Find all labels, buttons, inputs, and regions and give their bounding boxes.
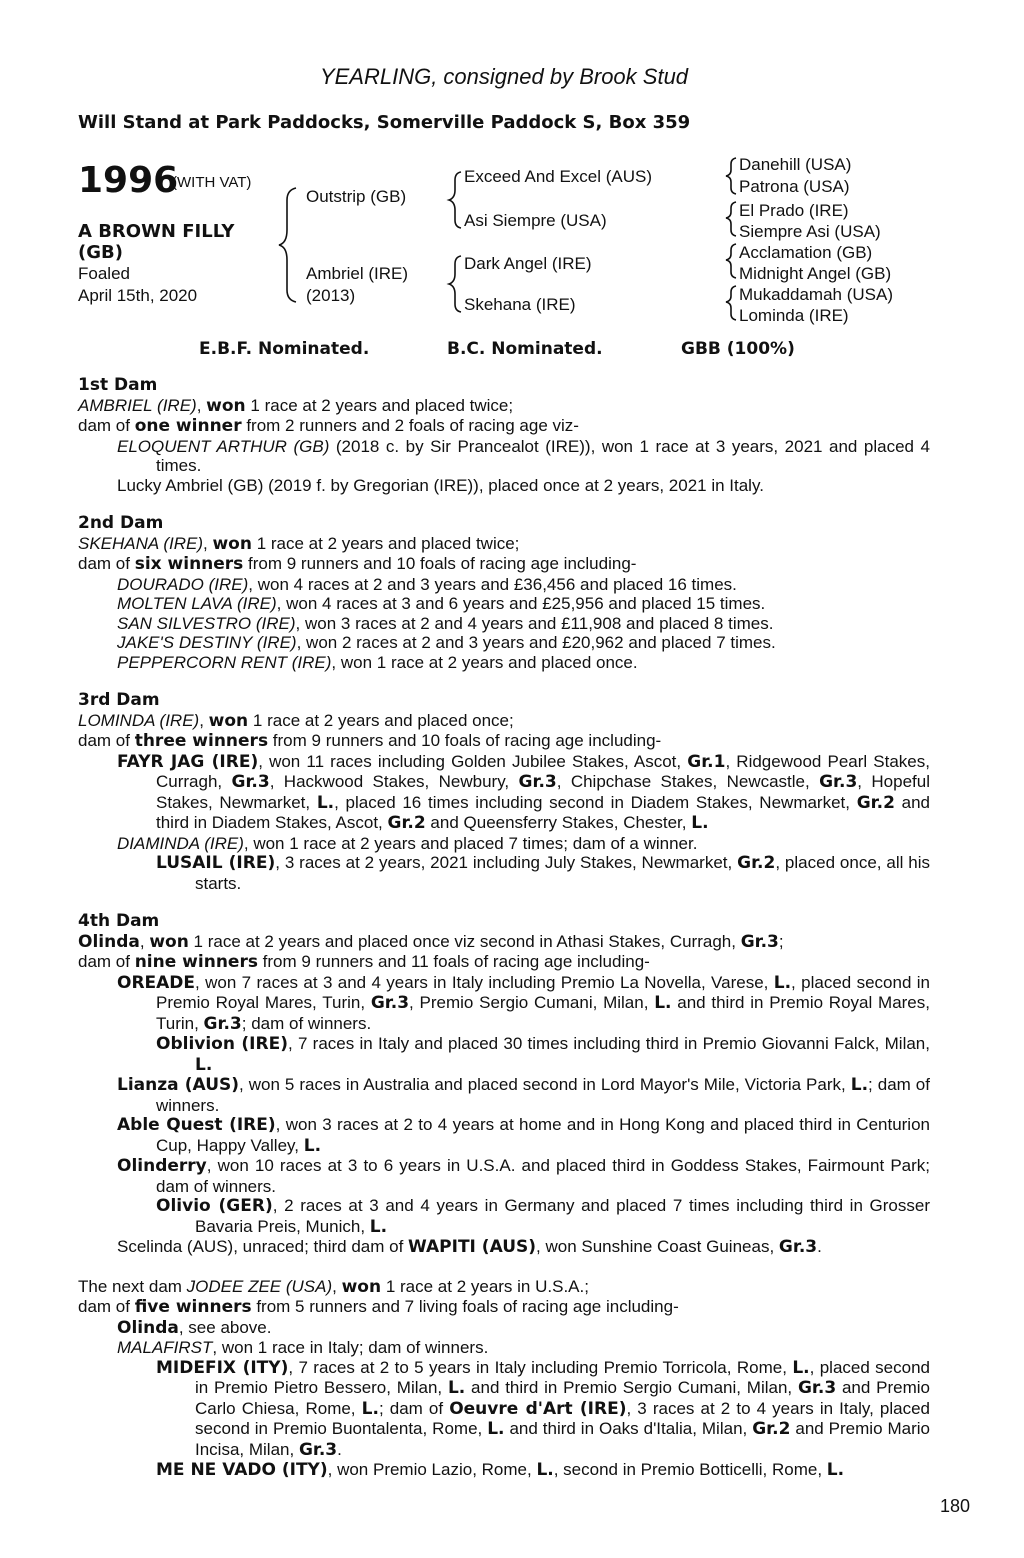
horse-name: ELOQUENT ARTHUR (GB) (117, 436, 330, 456)
horse-name: DOURADO (IRE) (117, 574, 249, 594)
horse-name: Oblivion (IRE) (156, 1034, 288, 1054)
grade: Gr.3 (298, 1439, 338, 1460)
winners-count: nine winners (134, 952, 258, 972)
text: ; dam of winners. (156, 1075, 930, 1115)
pedigree-gen3-5: Acclamation (GB) (739, 243, 873, 262)
text: 1 race at 2 years in U.S.A.; (381, 1276, 589, 1296)
text: , won 3 races at 2 and 4 years and £11,908 and placed 8 times. (295, 613, 774, 633)
text: dam of (78, 554, 135, 573)
grade: L. (536, 1460, 554, 1480)
pedigree-gen3-4: Siempre Asi (USA) (739, 222, 881, 241)
pedigree-sire: Outstrip (GB) (306, 187, 407, 206)
horse-name: Olinderry (117, 1156, 207, 1176)
grade: Gr.3 (778, 1237, 818, 1257)
text: , won 1 race at 2 years and placed once. (331, 652, 638, 672)
horse-name: ME NE VADO (ITY) (156, 1460, 328, 1480)
horse-name: SAN SILVESTRO (IRE) (117, 613, 296, 633)
text: , Premio Sergio Cumani, Milan, (409, 993, 655, 1012)
text: , placed once, all his starts. (195, 853, 930, 893)
text: , placed second in Premio Pietro Bessero, Milan, (195, 1357, 930, 1397)
grade: L. (195, 1054, 213, 1075)
produce-summary (78, 1297, 930, 1318)
produce-entry (78, 1460, 930, 1481)
text: , placed 16 times including second in Diadem Stakes, Newmarket, (334, 792, 857, 812)
pedigree-dam: Ambriel (IRE) (306, 264, 409, 283)
text: dam of (78, 952, 135, 971)
horse-name: FAYR JAG (IRE) (117, 751, 259, 772)
grade: Gr.3 (819, 772, 858, 792)
produce-entry (78, 1075, 930, 1115)
text: Lucky Ambriel (GB) (2019 f. by Gregorian (IRE)), placed once at 2 years, 2021 in Italy. (117, 475, 764, 495)
text: , second in Premio Botticelli, Rome, (553, 1460, 827, 1479)
produce-entry (78, 752, 930, 834)
page-number: 180 (939, 1496, 970, 1516)
brace-gen3-4 (726, 286, 736, 320)
text: , Hopeful Stakes, Newmarket, (156, 772, 930, 812)
pedigree-gen3-1: Danehill (USA) (739, 155, 852, 174)
text: ; (778, 931, 784, 951)
text: , see above. (178, 1317, 272, 1337)
grade: Gr.3 (518, 772, 557, 792)
lot-number: 1996 (78, 160, 179, 201)
horse-name: OREADE (117, 972, 196, 993)
brace-gen2-sire (449, 172, 461, 228)
text: , won 4 races at 3 and 6 years and £25,956 and placed 15 times. (276, 594, 766, 613)
grade: L. (369, 1216, 388, 1237)
grade: L. (826, 1460, 845, 1480)
produce-entry (78, 633, 930, 653)
text: , 7 races at 2 to 5 years in Italy including Premio Torricola, Rome, (288, 1357, 793, 1377)
grade: Gr.1 (687, 751, 726, 772)
brace-gen3-3 (726, 244, 736, 278)
text: , won 2 races at 2 and 3 years and £20,962 and placed 7 times. (296, 633, 776, 652)
brace-gen2-dam (449, 256, 461, 312)
pedigree-gen2-1: Exceed And Excel (AUS) (464, 167, 653, 186)
text: . (337, 1439, 342, 1459)
pedigree-gen3-2: Patrona (USA) (739, 177, 850, 196)
text: ; dam of winners. (241, 1013, 372, 1033)
grade: L. (447, 1378, 466, 1398)
produce-entry (78, 1156, 930, 1196)
produce-entry (78, 476, 930, 496)
text: dam of (78, 1297, 135, 1316)
text: 1 race at 2 years and placed twice; (245, 395, 514, 415)
text: from 9 runners and 10 foals of racing age including- (243, 554, 637, 573)
horse-name: MOLTEN LAVA (IRE) (117, 594, 277, 613)
text: , 3 races at 2 years, 2021 including July Stakes, Newmarket, (275, 853, 738, 872)
dam-line (78, 711, 930, 732)
text: , won 7 races at 3 and 4 years in Italy including Premio La Novella, Varese, (195, 972, 774, 992)
pedigree-gen3-7: Mukaddamah (USA) (739, 285, 894, 304)
produce-summary (78, 731, 930, 752)
pedigree-gen2-2: Asi Siempre (USA) (464, 211, 607, 230)
grade: Gr.2 (856, 792, 895, 813)
text: , won 3 races at 2 to 4 years at home and in Hong Kong and placed third in Centurion Cup, Happy Valley, (156, 1115, 930, 1155)
horse-name: Olinda (117, 1317, 179, 1338)
text: , won 10 races at 3 to 6 years in U.S.A. and placed third in Goddess Stakes, Fairmount Park; dam of winners. (156, 1156, 930, 1196)
dam-line (78, 932, 930, 953)
text: from 5 runners and 7 living foals of racing age including- (251, 1297, 679, 1316)
produce-entry (78, 1358, 930, 1461)
text: and third in Premio Royal Mares, Turin, (156, 993, 930, 1033)
produce-entry (78, 1237, 930, 1258)
section-heading: 1st Dam (78, 375, 158, 395)
grade: L. (487, 1419, 505, 1439)
horse-name: Olivio (GER) (156, 1196, 273, 1216)
dam-line (78, 396, 930, 417)
won-label: won (149, 931, 189, 952)
vat-label: (WITH VAT) (172, 174, 252, 191)
produce-summary (78, 416, 930, 437)
horse-name: Lianza (AUS) (117, 1075, 240, 1095)
horse-name: DIAMINDA (IRE) (117, 833, 244, 853)
second-dam-section (78, 514, 930, 672)
produce-entry (78, 1338, 930, 1358)
won-label: won (212, 533, 252, 554)
produce-entry (78, 614, 930, 634)
text: , won Sunshine Coast Guineas, (536, 1237, 779, 1256)
text: , 2 races at 3 and 4 years in Germany and placed 7 times including third in Grosser Bavaria Preis, Munich, (195, 1196, 930, 1236)
text: , won 5 races in Australia and placed second in Lord Mayor's Mile, Victoria Park, (239, 1075, 851, 1094)
horse-name: LUSAIL (IRE) (156, 853, 276, 873)
text: and Queensferry Stakes, Chester, (425, 813, 692, 832)
grade: L. (361, 1398, 379, 1419)
won-label: won (341, 1276, 382, 1297)
text: The next dam (78, 1276, 187, 1296)
text: and Premio Carlo Chiesa, Rome, (195, 1378, 930, 1418)
text: and third in Oaks d'Italia, Milan, (504, 1419, 753, 1438)
brace-gen3-1 (726, 158, 736, 194)
text: , won 11 races including Golden Jubilee Stakes, Ascot, (258, 751, 688, 771)
produce-entry (78, 1034, 930, 1075)
grade: L. (303, 1135, 322, 1156)
pedigree-gen2-3: Dark Angel (IRE) (464, 254, 592, 273)
foaled-date: April 15th, 2020 (78, 286, 198, 305)
text: 1 race at 2 years and placed twice; (251, 533, 520, 553)
grade: Gr.3 (231, 772, 270, 792)
brace-gen3-2 (726, 202, 736, 236)
text: and Premio Mario Incisa, Milan, (195, 1419, 930, 1459)
gbb-nomination: GBB (100%) (681, 339, 795, 359)
text: , Ridgewood Pearl Stakes, Curragh, (156, 751, 930, 791)
pedigree-gen3-6: Midnight Angel (GB) (739, 264, 892, 283)
text: from 2 runners and 2 foals of racing age viz- (241, 416, 579, 435)
produce-entry (78, 973, 930, 1035)
dam-name: LOMINDA (IRE) (78, 710, 200, 730)
text: and third in Premio Sergio Cumani, Milan, (465, 1378, 798, 1397)
next-dam-section (78, 1277, 930, 1481)
produce-entry (78, 853, 930, 893)
produce-entry (78, 1318, 930, 1339)
produce-summary (78, 952, 930, 973)
horse-name: Oeuvre d'Art (IRE) (449, 1398, 627, 1419)
grade: L. (316, 792, 335, 813)
ebf-nomination: E.B.F. Nominated. (199, 339, 370, 359)
text: ; dam of (378, 1398, 450, 1418)
horse-name: Able Quest (IRE) (117, 1115, 276, 1135)
dam-name: AMBRIEL (IRE) (78, 395, 197, 415)
text: , Chipchase Stakes, Newcastle, (556, 772, 820, 791)
winners-count: six winners (134, 554, 244, 574)
foaled-label: Foaled (78, 264, 130, 283)
location-line: Will Stand at Park Paddocks, Somerville Paddock S, Box 359 (78, 112, 691, 133)
dam-line (78, 534, 930, 555)
won-label: won (206, 395, 246, 416)
winners-count: three winners (134, 731, 269, 751)
grade: Gr.3 (203, 1013, 242, 1034)
pedigree-gen3-3: El Prado (IRE) (739, 201, 849, 220)
text: dam of (78, 731, 135, 750)
dam-name: Olinda (78, 931, 140, 952)
grade: Gr.2 (387, 813, 426, 833)
fourth-dam-section (78, 912, 930, 1258)
pedigree-gen2-4: Skehana (IRE) (464, 295, 576, 314)
text: Scelinda (AUS), unraced; third dam of (117, 1237, 409, 1256)
produce-entry (78, 575, 930, 595)
text: , (332, 1276, 342, 1296)
text: and third in Diadem Stakes, Ascot, (156, 792, 931, 832)
text: , (139, 931, 150, 951)
text: , won 4 races at 2 and 3 years and £36,456 and placed 16 times. (248, 574, 737, 594)
grade: Gr.2 (752, 1419, 791, 1439)
bc-nomination: B.C. Nominated. (447, 339, 603, 359)
text: , placed second in Premio Royal Mares, Turin, (156, 972, 930, 1012)
produce-summary (78, 554, 930, 575)
produce-entry (78, 1115, 930, 1156)
grade: L. (654, 993, 672, 1013)
winners-count: one winner (134, 416, 242, 436)
dam-name: JODEE ZEE (USA) (186, 1276, 333, 1296)
horse-name: MALAFIRST (117, 1338, 213, 1357)
text: , (196, 395, 207, 415)
text: , won Premio Lazio, Rome, (327, 1460, 537, 1479)
text: , Hackwood Stakes, Newbury, (269, 772, 519, 791)
text: , (199, 710, 209, 730)
text: , (203, 533, 213, 553)
produce-entry (78, 437, 930, 476)
won-label: won (208, 710, 249, 731)
dam-line (78, 1277, 930, 1298)
section-heading: 3rd Dam (78, 690, 160, 710)
grade: L. (691, 813, 709, 833)
grade: Gr.3 (740, 931, 779, 952)
horse-name: WAPITI (AUS) (408, 1237, 537, 1257)
text: , won 1 race at 2 years and placed 7 times; dam of a winner. (243, 833, 698, 853)
grade: L. (773, 972, 792, 993)
text: , 3 races at 2 to 4 years in Italy, placed second in Premio Buontalenta, Rome, (195, 1398, 931, 1438)
text: 1 race at 2 years and placed once; (248, 710, 514, 730)
horse-name: MIDEFIX (ITY) (156, 1357, 289, 1378)
produce-entry (78, 834, 930, 854)
produce-entry (78, 594, 930, 614)
sex-line-2: (GB) (78, 242, 123, 263)
grade: Gr.2 (737, 853, 776, 873)
grade: Gr.3 (370, 993, 410, 1013)
text: (2018 c. by Sir Prancealot (IRE)), won 1 race at 3 years, 2021 and placed 4 times. (156, 436, 930, 475)
grade: L. (850, 1075, 869, 1095)
horse-name: JAKE'S DESTINY (IRE) (117, 633, 297, 652)
page-title: YEARLING, consigned by Brook Stud (319, 64, 689, 89)
dam-name: SKEHANA (IRE) (78, 533, 204, 553)
text: , 7 races in Italy and placed 30 times including third in Premio Giovanni Falck, Milan, (287, 1034, 930, 1053)
pedigree-gen3-8: Lominda (IRE) (739, 306, 849, 325)
text: from 9 runners and 11 foals of racing age including- (257, 952, 650, 971)
grade: Gr.3 (797, 1378, 837, 1398)
text: 1 race at 2 years and placed once viz second in Athasi Stakes, Curragh, (188, 931, 741, 951)
text: from 9 runners and 10 foals of racing age including- (268, 731, 662, 750)
sex-line-1: A BROWN FILLY (78, 221, 235, 242)
first-dam-section (78, 376, 930, 495)
produce-entry (78, 1196, 930, 1237)
winners-count: five winners (134, 1297, 252, 1317)
horse-name: PEPPERCORN RENT (IRE) (117, 652, 332, 672)
dam-sections (78, 376, 930, 1481)
third-dam-section (78, 691, 930, 893)
text: , won 1 race in Italy; dam of winners. (212, 1338, 489, 1357)
brace-gen1 (279, 188, 296, 302)
produce-entry (78, 653, 930, 673)
text: . (817, 1237, 822, 1256)
grade: L. (792, 1357, 810, 1378)
pedigree-dam-year: (2013) (306, 286, 356, 305)
text: dam of (78, 416, 135, 435)
section-heading: 2nd Dam (78, 513, 164, 533)
section-heading: 4th Dam (78, 911, 160, 931)
